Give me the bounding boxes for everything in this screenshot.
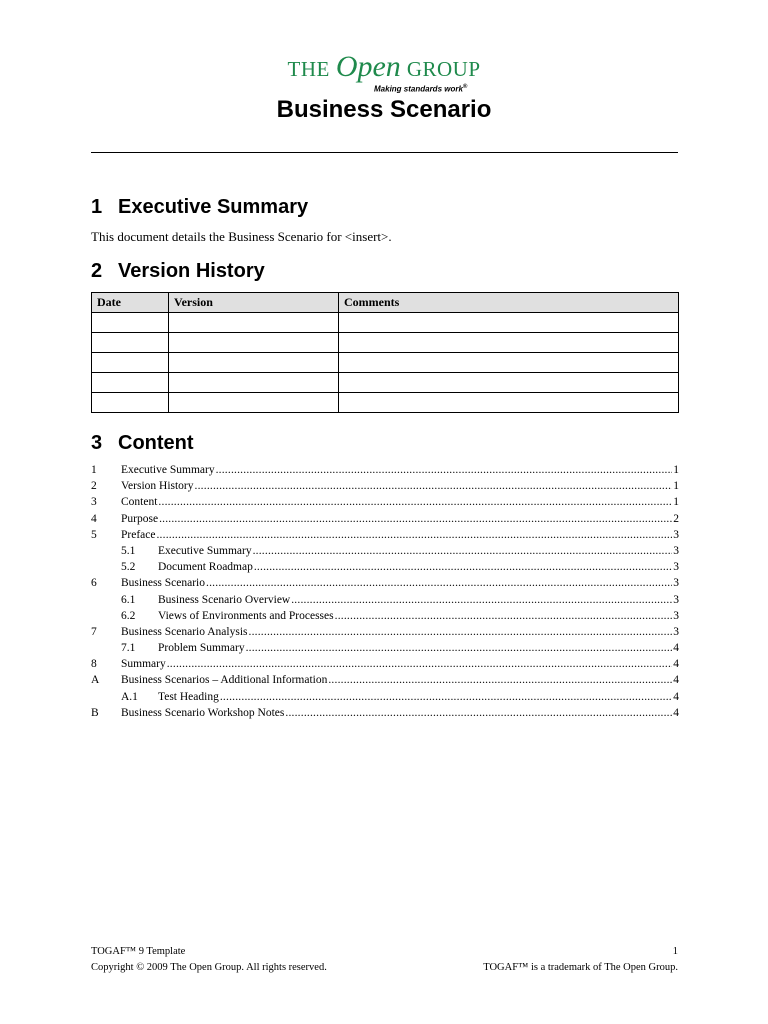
toc-entry-page: 4	[673, 642, 679, 655]
toc-leader-dots	[291, 594, 672, 606]
footer-line-2	[91, 962, 678, 973]
toc-entry-page: 4	[673, 690, 679, 703]
toc-entry-number: 2	[91, 480, 97, 493]
toc-entry[interactable]	[91, 610, 679, 626]
toc-entry-number: 1	[91, 464, 97, 476]
logo-word-group: GROUP	[406, 57, 481, 81]
heading-content: 3 Content	[91, 432, 194, 454]
toc-entry[interactable]	[91, 626, 679, 642]
toc-entry[interactable]	[91, 707, 679, 723]
toc-entry-page: 3	[673, 609, 679, 622]
document-title: Business Scenario	[276, 96, 492, 123]
toc-entry-title: Summary	[121, 658, 166, 671]
executive-summary-text: This document details the Business Scenario for <insert>.	[91, 229, 392, 244]
toc-entry[interactable]	[91, 658, 679, 674]
toc-leader-dots	[216, 464, 673, 476]
toc-leader-dots	[158, 496, 672, 508]
toc-entry-title: Views of Environments and Processes	[158, 609, 334, 622]
toc-entry-number: 5.2	[121, 561, 136, 574]
toc-entry[interactable]	[91, 642, 679, 658]
toc-entry-number: 8	[91, 658, 97, 671]
toc-entry-number: 4	[91, 512, 97, 525]
toc-entry-number: A.1	[121, 690, 138, 703]
toc-entry[interactable]	[91, 529, 679, 545]
table-row	[92, 373, 679, 393]
toc-entry-number: 6.1	[121, 593, 136, 606]
toc-entry-number: A	[91, 674, 100, 687]
toc-leader-dots	[156, 529, 672, 541]
toc-entry-page: 2	[673, 512, 679, 525]
table-header-row	[92, 293, 679, 313]
footer-line-1	[91, 946, 678, 957]
toc-entry-title: Test Heading	[158, 690, 219, 703]
toc-leader-dots	[328, 674, 672, 686]
toc-entry-title: Problem Summary	[158, 642, 245, 655]
toc-entry-title: Document Roadmap	[158, 561, 253, 574]
toc-entry-title: Business Scenario Workshop Notes	[121, 706, 285, 719]
toc-leader-dots	[167, 658, 673, 670]
toc-entry-title: Business Scenario	[121, 577, 206, 590]
toc-entry-page: 3	[673, 577, 679, 590]
table-row	[92, 393, 679, 413]
logo-tagline: Making standards work®	[374, 84, 468, 94]
toc-leader-dots	[249, 626, 673, 638]
footer-copyright: Copyright © 2009 The Open Group. All rights reserved.	[91, 962, 327, 973]
toc-entry-number: 6	[91, 577, 97, 590]
heading-executive-summary: 1 Executive Summary	[91, 196, 309, 218]
column-header-date: Date	[92, 293, 169, 313]
table-row	[92, 333, 679, 353]
toc-leader-dots	[253, 545, 673, 557]
toc-entry-number: 7	[91, 625, 97, 638]
heading-version-history: 2 Version History	[91, 260, 265, 282]
open-group-logo	[0, 52, 768, 82]
table-row	[92, 353, 679, 373]
toc-entry-number: 7.1	[121, 642, 136, 655]
toc-leader-dots	[246, 642, 673, 654]
toc-entry-title: Version History	[121, 480, 194, 493]
toc-entry-title: Preface	[121, 528, 156, 541]
toc-entry-title: Content	[121, 496, 158, 509]
toc-entry[interactable]	[91, 691, 679, 707]
toc-entry-page: 3	[673, 528, 679, 541]
toc-entry[interactable]	[91, 480, 679, 496]
toc-entry[interactable]	[91, 577, 679, 593]
toc-entry-page: 3	[673, 561, 679, 574]
toc-entry-page: 3	[673, 625, 679, 638]
footer-template-label: TOGAF™ 9 Template	[91, 946, 186, 957]
toc-entry-page: 1	[673, 464, 679, 476]
toc-entry-page: 4	[673, 658, 679, 671]
toc-entry[interactable]	[91, 594, 679, 610]
toc-entry-page: 3	[673, 544, 679, 557]
toc-entry[interactable]	[91, 464, 679, 480]
toc-entry[interactable]	[91, 674, 679, 690]
footer-page-number: 1	[672, 946, 678, 957]
toc-entry-page: 4	[673, 674, 679, 687]
toc-leader-dots	[220, 691, 672, 703]
toc-entry-page: 3	[673, 593, 679, 606]
toc-entry-number: B	[91, 706, 99, 719]
toc-entry-number: 3	[91, 496, 97, 509]
title-divider	[91, 152, 678, 153]
column-header-comments: Comments	[339, 293, 679, 313]
toc-entry-title: Business Scenario Analysis	[121, 625, 248, 638]
toc-leader-dots	[159, 513, 672, 525]
toc-entry-title: Purpose	[121, 512, 159, 525]
logo-word-the: THE	[287, 57, 330, 81]
logo-word-open: Open	[335, 50, 401, 83]
toc-entry[interactable]	[91, 561, 679, 577]
table-row	[92, 313, 679, 333]
toc-entry-page: 1	[673, 496, 679, 509]
toc-entry[interactable]	[91, 545, 679, 561]
toc-entry-number: 6.2	[121, 609, 136, 622]
toc-entry[interactable]	[91, 513, 679, 529]
toc-entry-title: Business Scenarios – Additional Information	[121, 674, 328, 687]
table-of-contents	[91, 464, 679, 723]
toc-entry-number: 5.1	[121, 544, 136, 557]
toc-leader-dots	[254, 561, 672, 573]
toc-leader-dots	[285, 707, 672, 719]
version-history-table	[91, 292, 679, 413]
column-header-version: Version	[169, 293, 339, 313]
toc-entry-title: Business Scenario Overview	[158, 593, 291, 606]
toc-leader-dots	[195, 480, 673, 492]
toc-entry-title: Executive Summary	[158, 544, 252, 557]
toc-leader-dots	[335, 610, 673, 622]
toc-entry[interactable]	[91, 496, 679, 512]
toc-leader-dots	[206, 577, 672, 589]
toc-entry-page: 1	[673, 480, 679, 493]
toc-entry-number: 5	[91, 528, 97, 541]
toc-entry-page: 4	[673, 706, 679, 719]
footer-trademark: TOGAF™ is a trademark of The Open Group.	[483, 962, 678, 973]
toc-entry-title: Executive Summary	[121, 464, 215, 476]
